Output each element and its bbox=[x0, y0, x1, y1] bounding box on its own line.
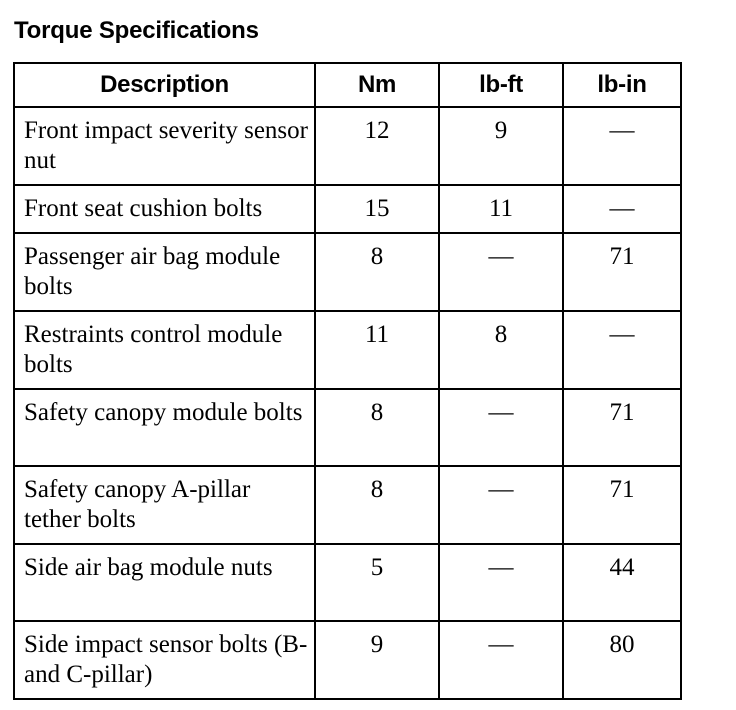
table-row bbox=[14, 107, 681, 185]
table-row bbox=[14, 233, 681, 311]
nm-cell: 15 bbox=[315, 185, 439, 233]
description-cell: Passenger air bag module bolts bbox=[14, 233, 315, 311]
lb-in-cell: 44 bbox=[563, 544, 681, 621]
lb-ft-cell: — bbox=[439, 621, 563, 699]
nm-cell: 11 bbox=[315, 311, 439, 389]
table-row bbox=[14, 389, 681, 466]
lb-ft-cell: — bbox=[439, 233, 563, 311]
lb-in-cell: 71 bbox=[563, 233, 681, 311]
page-title: Torque Specifications bbox=[14, 17, 259, 44]
table-row bbox=[14, 621, 681, 699]
lb-in-cell: — bbox=[563, 107, 681, 185]
description-cell: Safety canopy A-pillar tether bolts bbox=[14, 466, 315, 544]
lb-ft-cell: — bbox=[439, 544, 563, 621]
lb-in-cell: 71 bbox=[563, 389, 681, 466]
lb-ft-cell: 8 bbox=[439, 311, 563, 389]
description-cell: Front seat cushion bolts bbox=[14, 185, 315, 233]
lb-in-cell: 80 bbox=[563, 621, 681, 699]
nm-cell: 5 bbox=[315, 544, 439, 621]
nm-cell: 8 bbox=[315, 233, 439, 311]
table-row bbox=[14, 466, 681, 544]
description-cell: Front impact severity sensor nut bbox=[14, 107, 315, 185]
description-cell: Side impact sensor bolts (B- and C-pillar) bbox=[14, 621, 315, 699]
lb-in-cell: 71 bbox=[563, 466, 681, 544]
description-cell: Side air bag module nuts bbox=[14, 544, 315, 621]
lb-ft-cell: 11 bbox=[439, 185, 563, 233]
column-header-lb-ft: lb-ft bbox=[439, 63, 563, 107]
column-header-description: Description bbox=[14, 63, 315, 107]
nm-cell: 8 bbox=[315, 466, 439, 544]
lb-in-cell: — bbox=[563, 185, 681, 233]
torque-specifications-table bbox=[13, 62, 682, 700]
description-cell: Restraints control module bolts bbox=[14, 311, 315, 389]
nm-cell: 9 bbox=[315, 621, 439, 699]
table-row bbox=[14, 185, 681, 233]
nm-cell: 12 bbox=[315, 107, 439, 185]
table-row bbox=[14, 544, 681, 621]
lb-ft-cell: 9 bbox=[439, 107, 563, 185]
lb-ft-cell: — bbox=[439, 466, 563, 544]
table-row bbox=[14, 311, 681, 389]
description-cell: Safety canopy module bolts bbox=[14, 389, 315, 466]
column-header-lb-in: lb-in bbox=[563, 63, 681, 107]
column-header-nm: Nm bbox=[315, 63, 439, 107]
nm-cell: 8 bbox=[315, 389, 439, 466]
table-header-row bbox=[14, 63, 681, 107]
lb-in-cell: — bbox=[563, 311, 681, 389]
lb-ft-cell: — bbox=[439, 389, 563, 466]
